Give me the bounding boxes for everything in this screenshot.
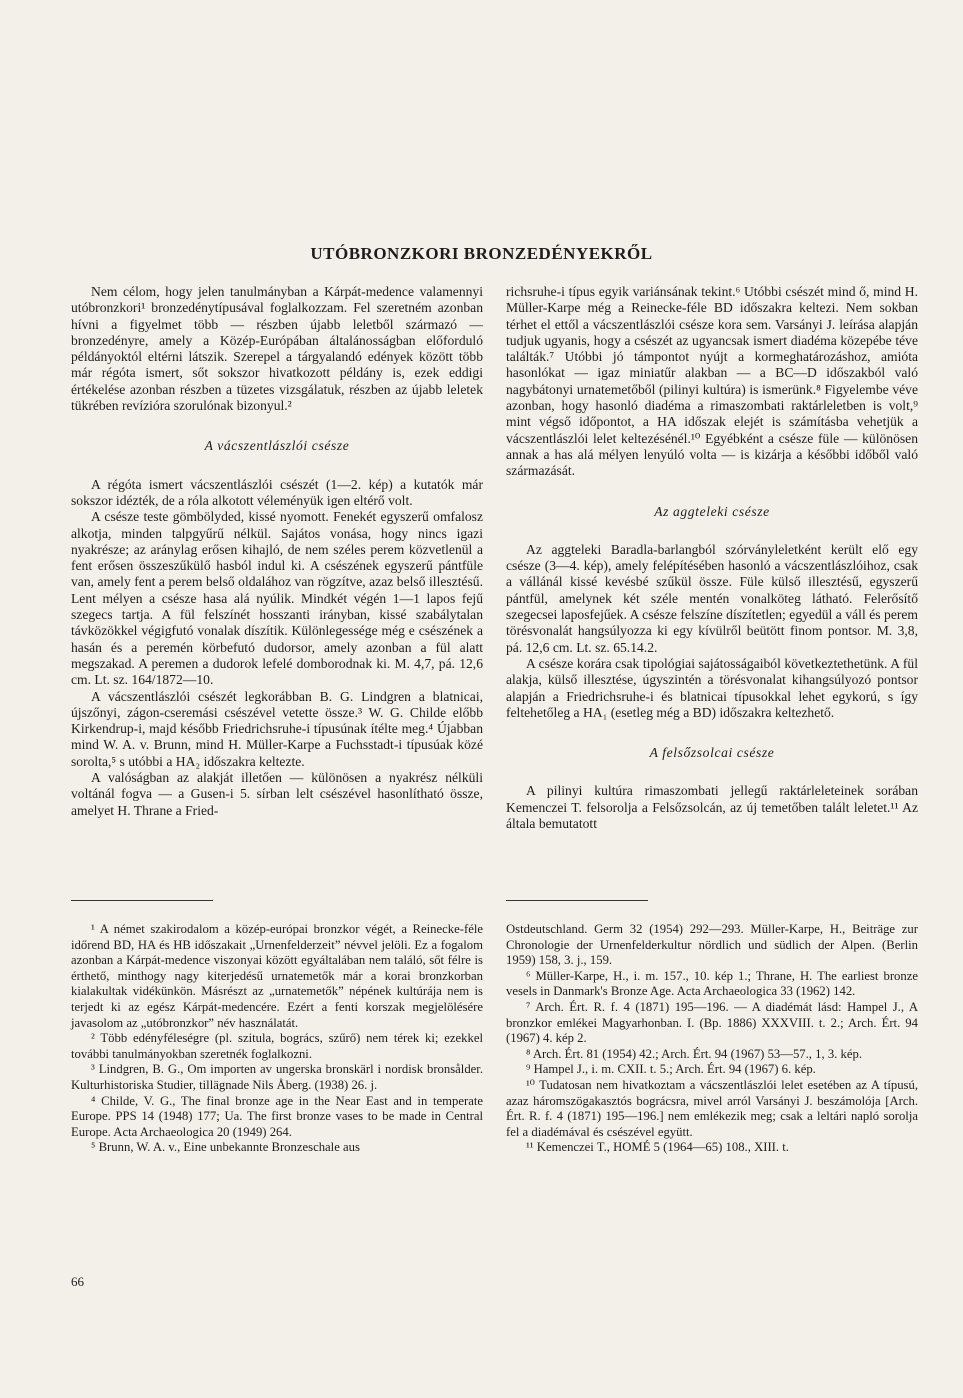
footnote: ¹¹ Kemenczei T., HOMÉ 5 (1964—65) 108., XIII. t. (526, 1140, 789, 1155)
footnote: ⁵ Brunn, W. A. v., Eine unbekannte Bronzeschale aus (91, 1140, 360, 1155)
footnotes-right (506, 922, 918, 1156)
section-heading-aggtelek: Az aggteleki csésze (654, 503, 770, 519)
footnote: ² Több edényféleségre (pl. szitula, bogrács, szűrő) nem térek ki; ezekkel további tanulmányokban szeretnék foglalkozni. (71, 1031, 483, 1061)
footnote: ¹⁰ Tudatosan nem hivatkoztam a vácszentlászlói lelet esetében az A típusú, azaz háromszögakasztós bográcsra, mivel arról Varsányi J. beszámolója [Arch. Ért. R. f. 4 (1871) 195—196.] nem emlékezik meg; csak a leltári napló sorolja fel a diadémával és csészével együtt. (506, 1077, 918, 1139)
footnote: ⁴ Childe, V. G., The final bronze age in the Near East and in temperate Europe. PPS 14 (1948) 177; Ua. The first bronze vases to be made in Central Europe. Acta Archaeologica 20 (1949) 264. (71, 1093, 483, 1139)
body-paragraph: A régóta ismert vácszentlászlói csészét (1—2. kép) a kutatók már sokszor idézték, de a róla alkotott véleményük igen eltérő volt. (71, 476, 483, 508)
footnote-separator (506, 900, 648, 901)
page-title: UTÓBRONZKORI BRONZEDÉNYEKRŐL (310, 244, 653, 263)
footnote: ⁷ Arch. Ért. R. f. 4 (1871) 195—196. — A diadémát lásd: Hampel J., A bronzkor emlékei Magyarhonban. I. (Bp. 1886) XXXVIII. t. 2.; Arch. Ért. 94 (1967) 4. kép 2. (506, 999, 918, 1046)
right-text-column (506, 284, 918, 832)
footnote-continued: Ostdeutschland. Germ 32 (1954) 292—293. Müller-Karpe, H., Beiträge zur Chronologie der Urnenfelderkultur nördlich und südlich der Alpen. (Berlin 1959) 158, 3. j., 159. (506, 922, 918, 968)
footnote: ⁹ Hampel J., i. m. CXII. t. 5.; Arch. Ért. 94 (1967) 6. kép. (526, 1062, 816, 1077)
footnote: ¹ A német szakirodalom a közép-európai bronzkor végét, a Reinecke-féle időrend BD, HA és HB időszakait „Urnenfelderzeit” névvel jelöli. Ez a fogalom azonban a Kárpát-medence viszonyai között egyáltalában nem találó, sőt félre is érthető, minthogy nagy kiterjedésű urnatemetők már a korai bronzkorban kialakultak vidékünkön. Másrészt az „urnatemetők” népének kultúrája nem is terjedt ki az egész Kárpát-medencére. Ezért a fenti korszak megjelölésére javasolom az „utóbronzkor” név használatát. (71, 922, 483, 1030)
left-text-column (71, 284, 483, 819)
footnote: ³ Lindgren, B. G., Om importen av ungerska bronskärl i nordisk bronsålder. Kulturhistoriska Studier, tillägnade Nils Åberg. (1938) 26. j. (71, 1062, 483, 1092)
footnote: ⁶ Müller-Karpe, H., i. m. 157., 10. kép 1.; Thrane, H. The earliest bronze vesels in Danmark's Bronze Age. Acta Archaeologica 33 (1962) 142. (506, 968, 918, 999)
body-paragraph: A csésze korára csak tipológiai sajátosságaiból következtethetünk. A fül alakja, külső illesztése, úgyszintén a törésvonalat kihangsúlyozó pontsor alapján a Friedrichsruhe-i és blatnicai típusokkal lehet egykorú, s így feltehetőleg a HA₁ (esetleg még a BD) időszakra keltezhető. (506, 655, 918, 720)
footnote: ⁸ Arch. Ért. 81 (1954) 42.; Arch. Ért. 94 (1967) 53—57., 1, 3. kép. (526, 1046, 863, 1061)
body-paragraph: A csésze teste gömbölyded, kissé nyomott. Fenekét egyszerű omfalosz alkotja, minden talpgyűrű nélkül. Sajátos vonása, hogy nincs igazi nyakrésze; az aránylag erősen kihajló, de nem széles perem közvetlenül a fent erősen összeszűkülő hasból indul ki. A csészének egyszerű pántfüle van, amely fent a perem belső oldalához van rögzítve, azaz belső illesztésű. Lent mélyen a csésze hasa alá nyúlik. Mindkét végén 1—1 lapos fejű szegecs tartja. A fül felszínét hosszanti irányban, kissé szabálytalan távközökkel végigfutó vonalak díszítik. Különlegessége még e csészének a hasán és a peremén körbefutó dudorsor, amely azonban a fül alatt megszakad. A peremen a dudorok lefelé domborodnak ki. M. 4,7, pá. 12,6 cm. Lt. sz. 164/1872—10. (71, 509, 483, 688)
page-number: 66 (71, 1274, 84, 1289)
section-heading-vacszentlaszlo: A vácszentlászlói csésze (204, 438, 350, 454)
body-paragraph: Az aggteleki Baradla-barlangból szórványleletként került elő egy csésze (3—4. kép), amely felépítésében hasonló a vácszentlászlóihoz, csak a vállánál kissé kevésbé szűkül össze. Füle külső illesztésű, egyszerű pántfül, amelynek két széle mentén vonalköteg látható. Felerősítő szegecsei laposfejűek. A csésze felszíne díszítetlen; egyedül a váll és perem törésvonalát hangsúlyozza ki egy kívülről beütött finom pontsor. M. 3,8, pá. 12,6 cm. Lt. sz. 65.14.2. (506, 541, 918, 655)
body-paragraph: A vácszentlászlói csészét legkorábban B. G. Lindgren a blatnicai, újszőnyi, zágon-cseremási csészével vetette össze.³ W. G. Childe előbb Kirkendrup-i, majd később Friedrichsruhe-i típusúnak ítélte meg.⁴ Újabban mind W. A. v. Brunn, mind H. Müller-Karpe a Fuchsstadt-i típusúak közé sorolta,⁵ s utóbbi a HA₂ időszakra keltezte. (71, 688, 483, 769)
footnotes-left (71, 922, 483, 1156)
body-paragraph-continued: richsruhe-i típus egyik variánsának tekint.⁶ Utóbbi csészét mind ő, mind H. Müller-Karpe még a Reinecke-féle BD időszakra keltezi. Nem sokban térhet el ettől a vácszentlászlói csésze kora sem. Varsányi J. leírása alapján tudjuk ugyanis, hogy a csészét az ugyancsak ismert diadéma közepébe téve találták.⁷ Utóbbi jó támpontot nyújt a kormeghatározáshoz, amióta hasonlókat — igaz miniatűr alakban — a BC—D időszakból való nagybátonyi urnatemetőből (pilinyi kultúra) is ismerünk.⁸ Figyelembe véve azonban, hogy hasonló diadéma a rimaszombati raktárleletben is volt,⁹ mint végső időpontot, a HA időszak elejét is számításba vehetjük a vácszentlászlói lelet keltezésénél.¹⁰ Egyébként a csésze füle — különösen annak a has alá mélyen lenyúló volta — is kizárja a későbbi időből való származását. (506, 284, 918, 479)
body-paragraph: A pilinyi kultúra rimaszombati jellegű raktárleleteinek sorában Kemenczei T. felsorolja a Felsőzsolcán, az új temetőben talált leletet.¹¹ Az általa bemutatott (506, 783, 918, 832)
section-heading-felsozsolca: A felsőzsolcai csésze (649, 745, 775, 761)
intro-paragraph: Nem célom, hogy jelen tanulmányban a Kárpát-medence valamennyi utóbronzkori¹ bronzedénytípusával foglalkozzam. Fel szeretném azonban hívni a figyelmet több — részben újabb leletből származó — bronzedényre, amely a Közép-Európában általánosságban előforduló példányoktól eltérni látszik. Szerepel a tárgyalandó edények között több már régóta ismert, sőt sokszor hivatkozott példány is, ezek eddigi értékelése azonban részben a tüzetes vizsgálatuk, részben az újabb leletek tükrében revízióra szorulónak bizonyul.² (71, 284, 483, 414)
footnote-separator (71, 900, 213, 901)
body-paragraph: A valóságban az alakját illetően — különösen a nyakrész nélküli voltánál fogva — a Gusen-i 5. sírban lelt csészével hasonlítható össze, amelyet H. Thrane a Fried- (71, 770, 483, 818)
